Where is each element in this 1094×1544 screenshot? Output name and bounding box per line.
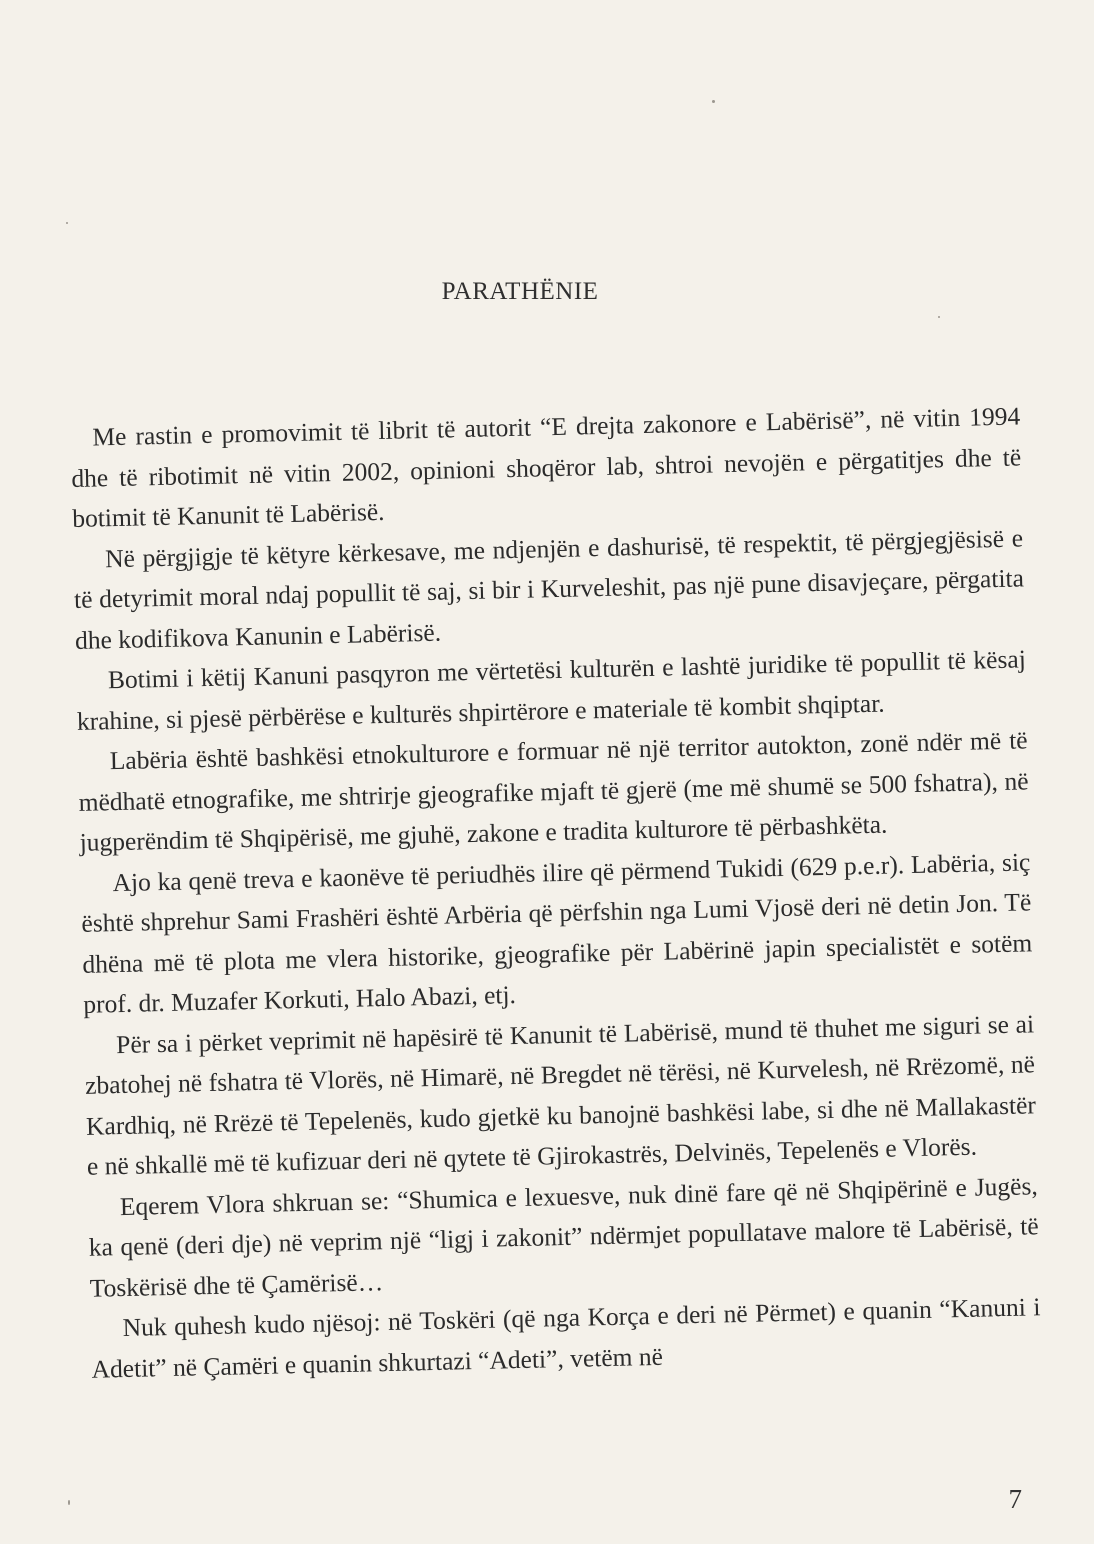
paragraph: Labëria është bashkësi etnokulturore e formuar në një territor autokton, zonë ndër më të mëdhatë etnografike, me shtrirje gjeografike mjaft të gjerë (me më shumë se 500 fshatra), në jugperëndim të Shqipërisë, me gjuhë, zakone e tradita kulturore të përbashkëta. bbox=[78, 725, 1029, 857]
paper-speck bbox=[66, 222, 68, 224]
paper-speck bbox=[938, 316, 940, 318]
paragraph: Eqerem Vlora shkruan se: “Shumica e lexuesve, nuk dinë fare që në Shqipërinë e Jugës, ka qenë (deri dje) në veprim një “ligj i zakonit” ndërmjet popullatave malore të Labërisë, të Toskërisë dhe të Çamërisë… bbox=[88, 1170, 1039, 1303]
paragraph: Botimi i këtij Kanuni pasqyron me vërtetësi kulturën e lashtë juridike të popullit të kësaj krahine, si pjesë përbërëse e kulturës shpirtërore e materiale të kombit shqiptar. bbox=[76, 644, 1027, 736]
paper-speck bbox=[712, 100, 715, 103]
chapter-title: PARATHËNIE bbox=[441, 278, 599, 305]
paper-speck bbox=[68, 1500, 70, 1505]
paragraph: Me rastin e promovimit të librit të autorit “E drejta zakonore e Labërisë”, në vitin 1994 dhe të ribotimit në vitin 2002, opinioni shoqëror lab, shtroi nevojën e përgatitjes dhe të botimit të Kanunit të Labërisë. bbox=[71, 401, 1022, 533]
page-number: 7 bbox=[1008, 1484, 1022, 1514]
body-text bbox=[70, 396, 1042, 1389]
paragraph: Për sa i përket veprimit në hapësirë të Kanunit të Labërisë, mund të thuhet me siguri se ai zbatohej në fshatra të Vlorës, në Himarë, në Bregdet në tërësi, në Kurvelesh, në Rrëzomë, në Kardhiq, në Rrëzë të Tepelenës, kudo gjetkë ku banojnë bashkësi labe, si dhe në Mallakastër e në shkallë më të kufizuar deri në qytete të Gjirokastrës, Delvinës, Tepelenës e Vlorës. bbox=[84, 1008, 1037, 1181]
paragraph: Ajo ka qenë treva e kaonëve të periudhës ilire që përmend Tukidi (629 p.e.r). Labëria, siç është shprehur Sami Frashëri është Arbëria që përfshin nga Lumi Vjosë deri në detin Jon. Të dhëna më të plota me vlera historike, gjeografike për Labërinë japin specialistët e sotëm prof. dr. Muzafer Korkuti, Halo Abazi, etj. bbox=[81, 846, 1033, 1019]
paragraph: Në përgjigje të këtyre kërkesave, me ndjenjën e dashurisë, të respektit, të përgjegjësisë e të detyrimit moral ndaj popullit të saj, si bir i Kurveleshit, pas një pune disavjeçare, përgatita dhe kodifikova Kanunin e Labërisë. bbox=[73, 522, 1025, 655]
paragraph: Nuk quhesh kudo njësoj: në Toskëri (që nga Korça e deri në Përmet) e quanin “Kanuni i Adetit” në Çamëri e quanin shkurtazi “Adeti”, vetëm në bbox=[91, 1292, 1041, 1384]
